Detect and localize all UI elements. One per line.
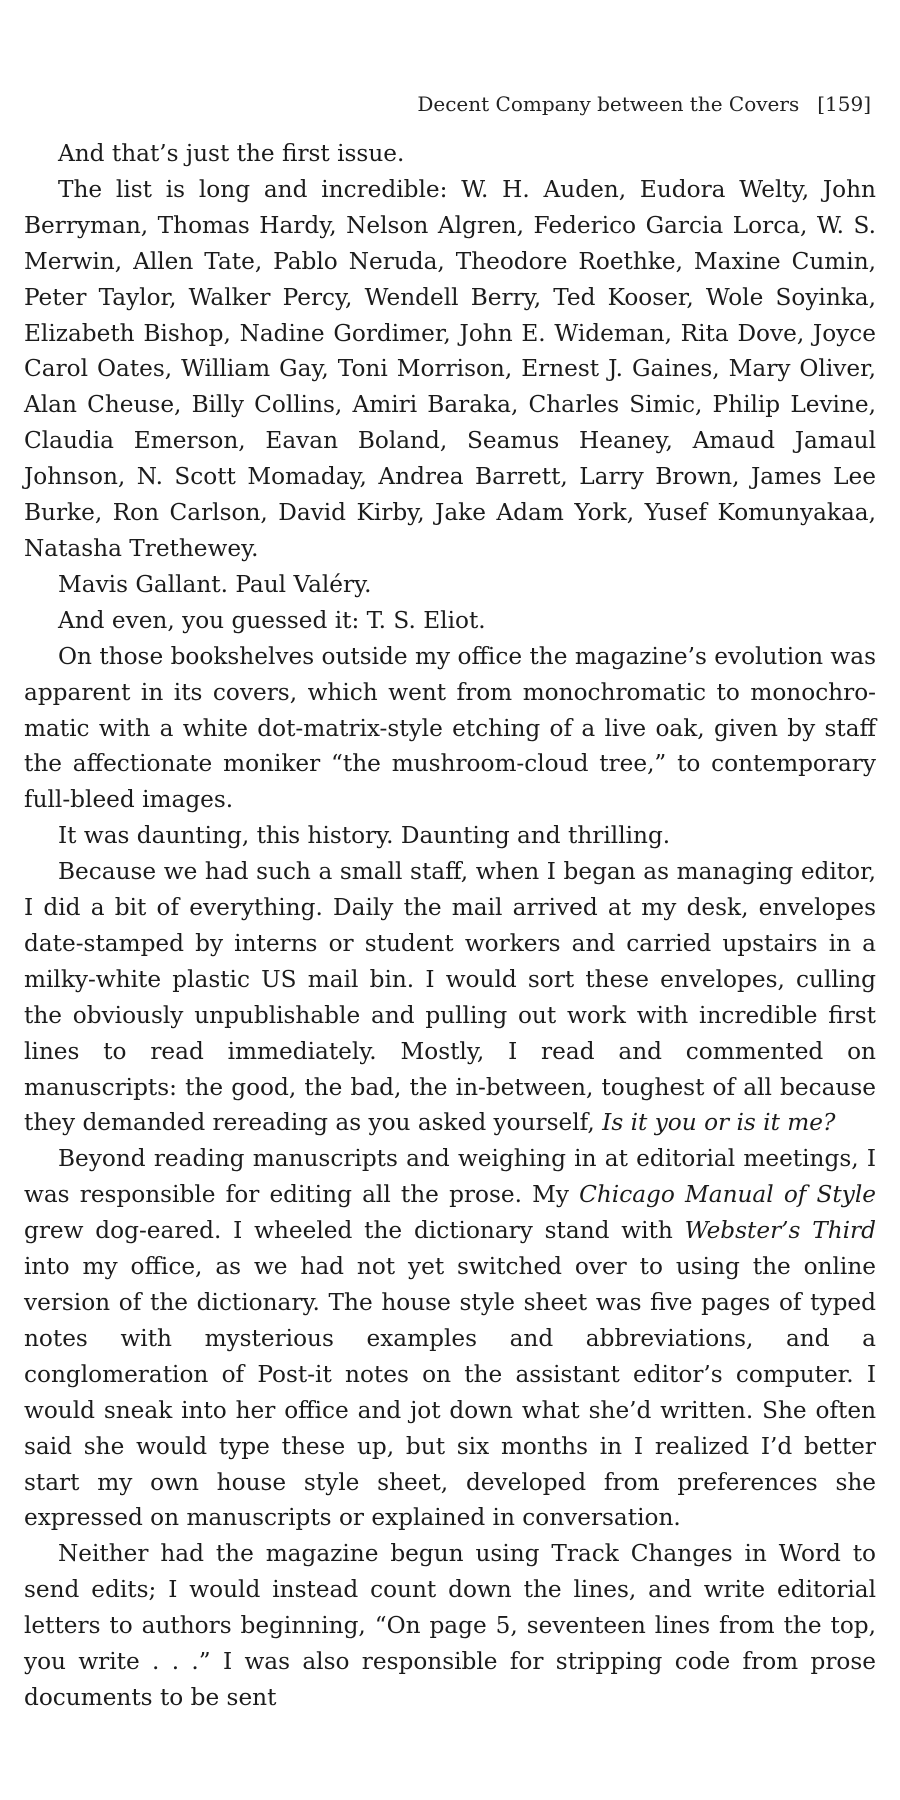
paragraph — [24, 603, 876, 639]
italic-book-title: Chicago Manual of Style — [579, 1181, 876, 1209]
paragraph — [24, 854, 876, 1141]
page-number: [159] — [817, 92, 871, 116]
text-run: into my office, as we had not yet switched over to using the online version of the dictionary. The house style sheet was five pages of typed notes with mysterious examples and abbreviations, and a conglomeration of Post-it notes on the assistant editor’s computer. I would sneak into her office and jot down what she’d written. She often said she would type these up, but six months in I realized I’d better start my own house style sheet, developed from preferences she expressed on manuscripts or explained in conversation. — [24, 1253, 876, 1532]
text-run: grew dog-eared. I wheeled the dictionary stand with — [24, 1217, 685, 1245]
paragraph — [24, 1536, 876, 1716]
paragraph — [24, 172, 876, 567]
running-head-title: Decent Company between the Covers — [417, 92, 800, 116]
text-run: And even, you guessed it: T. S. Eliot. — [58, 606, 486, 634]
text-run: On those bookshelves outside my office the magazine’s evolution was apparent in its covers, which went from monochromatic to monochromatic with a white dot-matrix-style etching of a live oak, given by staff the affectionate moniker “the mushroom-cloud tree,” to contemporary full-bleed images. — [24, 642, 876, 814]
text-run: Beyond reading manuscripts and weighing in at editorial meetings, I was responsible for editing all the prose. My — [24, 1145, 876, 1209]
text-run: It was daunting, this history. Daunting and thrilling. — [58, 822, 671, 850]
italic-text-run: Is it you or is it me? — [602, 1109, 836, 1137]
italic-book-title: Webster’s Third — [684, 1217, 876, 1245]
running-head — [417, 92, 871, 116]
body-text — [24, 136, 876, 1716]
text-run: And that’s just the first issue. — [58, 140, 405, 167]
paragraph — [24, 136, 876, 172]
paragraph — [24, 567, 876, 603]
text-run: Mavis Gallant. Paul Valéry. — [58, 570, 372, 598]
paragraph — [24, 639, 876, 819]
paragraph — [24, 818, 876, 854]
text-run: Because we had such a small staff, when I began as managing editor, I did a bit of everything. Daily the mail arrived at my desk, envelopes date-stamped by interns or student workers and carried upstairs in a milky-white plastic US mail bin. I would sort these envelopes, culling the obviously unpublishable and pulling out work with incredible first lines to read immediately. Mostly, I read and commented on manuscripts: the good, the bad, the in-between, toughest of all because they demanded rereading as you asked yourself, — [24, 858, 876, 1137]
text-run: The list is long and incredible: W. H. Auden, Eudora Welty, John Berryman, Thomas Hardy, Nelson Algren, Federico Garcia Lorca, W. S. Merwin, Allen Tate, Pablo Neruda, Theodore Roethke, Maxine Cumin, Peter Taylor, Walker Percy, Wendell Berry, Ted Kooser, Wole Soyinka, Elizabeth Bishop, Nadine Gordimer, John E. Wideman, Rita Dove, Joyce Carol Oates, William Gay, Toni Morrison, Ernest J. Gaines, Mary Oliver, Alan Cheuse, Billy Collins, Amiri Baraka, Charles Simic, Philip Levine, Claudia Emerson, Eavan Boland, Seamus Heaney, Amaud Jamaul Johnson, N. Scott Momaday, Andrea Barrett, Larry Brown, James Lee Burke, Ron Carlson, David Kirby, Jake Adam York, Yusef Komunyakaa, Natasha Trethewey. — [24, 175, 876, 562]
paragraph — [24, 1141, 876, 1536]
text-run: Neither had the magazine begun using Track Changes in Word to send edits; I would instead count down the lines, and write editorial letters to authors beginning, “On page 5, seventeen lines from the top, you write . . .” I was also responsible for stripping code from prose documents to be sent — [24, 1540, 876, 1711]
